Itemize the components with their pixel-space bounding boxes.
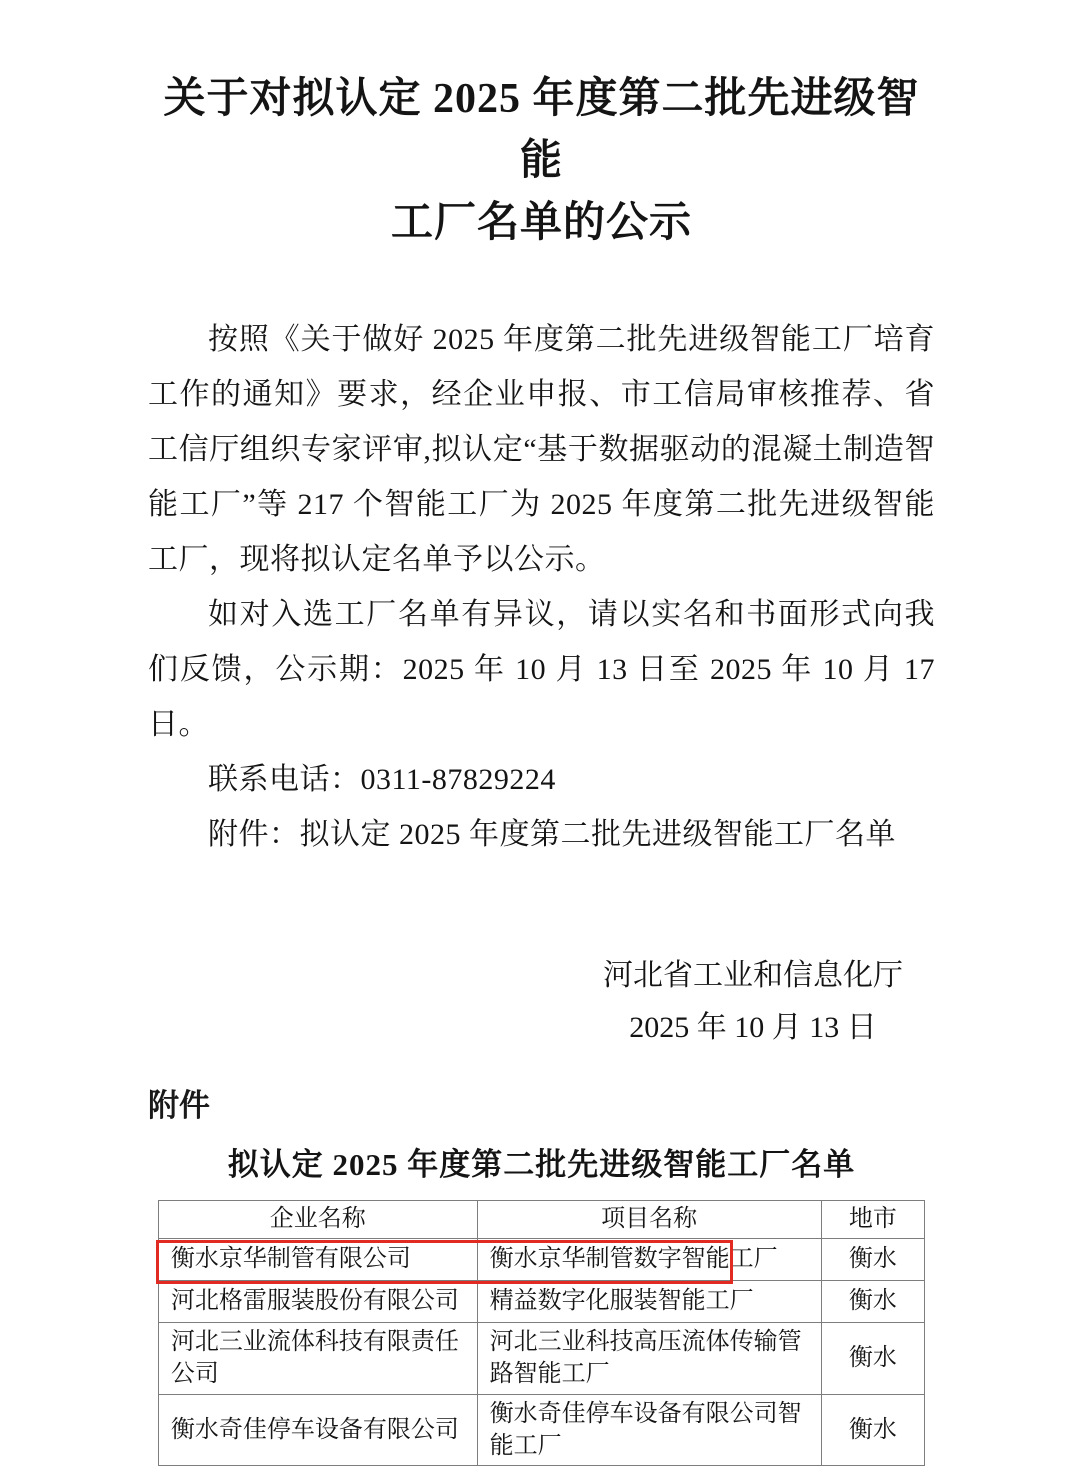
city-cell: 衡水 bbox=[821, 1322, 924, 1394]
table-row bbox=[158, 1280, 924, 1322]
header-company: 企业名称 bbox=[158, 1201, 477, 1238]
body-paragraph-1: 按照《关于做好 2025 年度第二批先进级智能工厂培育工作的通知》要求，经企业申报、市工信局审核推荐、省工信厅组织专家评审,拟认定“基于数据驱动的混凝土制造智能工厂”等 217 个智能工厂为 2025 年度第二批先进级智能工厂，现将拟认定名单予以公示。 bbox=[148, 323, 935, 577]
body-paragraph-2: 如对入选工厂名单有异议，请以实名和书面形式向我们反馈，公示期：2025 年 10 月 13 日至 2025 年 10 月 17 日。 bbox=[148, 598, 935, 742]
table-row bbox=[158, 1238, 924, 1280]
page-title bbox=[148, 68, 935, 254]
table-header-row bbox=[158, 1201, 924, 1238]
table-row bbox=[158, 1394, 924, 1466]
project-cell: 精益数字化服装智能工厂 bbox=[477, 1280, 821, 1322]
city-cell: 衡水 bbox=[821, 1394, 924, 1466]
company-cell: 河北格雷服装股份有限公司 bbox=[158, 1280, 477, 1322]
city-cell: 衡水 bbox=[821, 1280, 924, 1322]
attachment-table-title: 拟认定 2025 年度第二批先进级智能工厂名单 bbox=[227, 1147, 856, 1183]
project-cell: 衡水奇佳停车设备有限公司智能工厂 bbox=[477, 1394, 821, 1466]
signature-department: 河北省工业和信息化厅 bbox=[603, 959, 903, 993]
company-cell: 衡水奇佳停车设备有限公司 bbox=[158, 1394, 477, 1466]
factory-table bbox=[158, 1200, 925, 1466]
contact-phone-line: 联系电话：0311-87829224 bbox=[208, 763, 556, 797]
signature-block bbox=[148, 950, 935, 1054]
signature-date: 2025 年 10 月 13 日 bbox=[629, 1011, 877, 1045]
attachment-reference-line: 附件：拟认定 2025 年度第二批先进级智能工厂名单 bbox=[208, 818, 896, 852]
factory-table-wrap bbox=[158, 1200, 925, 1466]
signature-inner bbox=[603, 950, 903, 1054]
document-body bbox=[148, 312, 935, 862]
project-cell: 衡水京华制管数字智能工厂 bbox=[477, 1238, 821, 1280]
city-cell: 衡水 bbox=[821, 1238, 924, 1280]
company-cell: 河北三业流体科技有限责任公司 bbox=[158, 1322, 477, 1394]
company-cell: 衡水京华制管有限公司 bbox=[158, 1238, 477, 1280]
table-row bbox=[158, 1322, 924, 1394]
project-cell: 河北三业科技高压流体传输管路智能工厂 bbox=[477, 1322, 821, 1394]
attachment-label: 附件 bbox=[148, 1088, 210, 1124]
page-title-line-1: 关于对拟认定 2025 年度第二批先进级智能 bbox=[163, 76, 920, 185]
header-project: 项目名称 bbox=[477, 1201, 821, 1238]
header-city: 地市 bbox=[821, 1201, 924, 1238]
page-title-line-2: 工厂名单的公示 bbox=[390, 200, 692, 247]
